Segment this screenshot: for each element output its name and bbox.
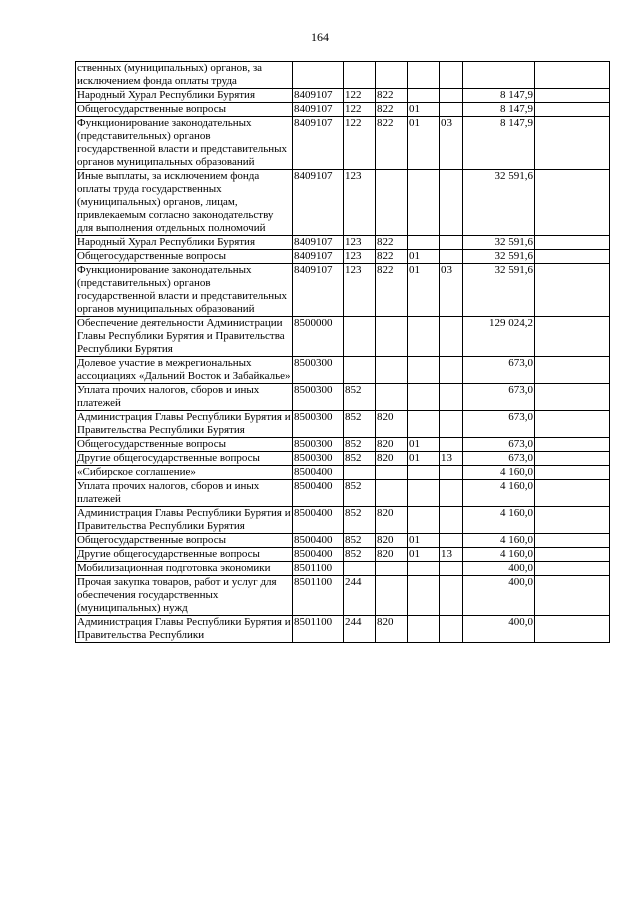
row-csr-cell: 8500400 (293, 466, 344, 480)
table-row (76, 250, 610, 264)
row-rz-cell (408, 89, 440, 103)
row-pr-cell (440, 480, 463, 507)
table-row (76, 317, 610, 357)
row-grbs-cell (376, 480, 408, 507)
row-pr-cell (440, 466, 463, 480)
row-grbs-cell (376, 170, 408, 236)
row-grbs-cell (376, 357, 408, 384)
row-sum-cell: 400,0 (463, 576, 535, 616)
row-sum-cell: 400,0 (463, 562, 535, 576)
row-sum-cell (463, 62, 535, 89)
row-rz-cell (408, 411, 440, 438)
row-name-cell: Функционирование законодательных (представительных) органов государственной власти и представительных органов муниципальных образований (76, 264, 293, 317)
row-csr-cell: 8500400 (293, 480, 344, 507)
row-sum-cell: 32 591,6 (463, 264, 535, 317)
row-csr-cell: 8501100 (293, 616, 344, 643)
row-csr-cell: 8501100 (293, 562, 344, 576)
row-sum-cell: 4 160,0 (463, 507, 535, 534)
row-empty-cell (535, 548, 610, 562)
row-vr-cell: 852 (344, 438, 376, 452)
row-rz-cell (408, 317, 440, 357)
row-name-cell: Мобилизационная подготовка экономики (76, 562, 293, 576)
row-pr-cell: 03 (440, 264, 463, 317)
row-name-cell: Общегосударственные вопросы (76, 103, 293, 117)
row-csr-cell: 8500300 (293, 452, 344, 466)
row-grbs-cell: 820 (376, 452, 408, 466)
row-grbs-cell: 822 (376, 89, 408, 103)
row-pr-cell (440, 438, 463, 452)
row-vr-cell: 852 (344, 534, 376, 548)
row-vr-cell: 852 (344, 480, 376, 507)
row-rz-cell: 01 (408, 250, 440, 264)
table-row (76, 466, 610, 480)
row-rz-cell (408, 170, 440, 236)
page-number: 164 (311, 30, 329, 44)
row-grbs-cell: 820 (376, 548, 408, 562)
row-name-cell: Администрация Главы Республики Бурятия и Правительства Республики Бурятия (77, 411, 291, 436)
row-csr-cell: 8409107 (293, 103, 344, 117)
table-row (76, 170, 610, 236)
row-grbs-cell: 822 (376, 236, 408, 250)
row-csr-cell: 8409107 (293, 89, 344, 103)
row-empty-cell (535, 317, 610, 357)
row-rz-cell: 01 (408, 452, 440, 466)
row-sum-cell: 673,0 (463, 357, 535, 384)
row-vr-cell (344, 466, 376, 480)
row-empty-cell (535, 507, 610, 534)
row-pr-cell (440, 507, 463, 534)
row-name-cell: Уплата прочих налогов, сборов и иных платежей (76, 480, 293, 507)
row-grbs-cell: 822 (376, 264, 408, 317)
row-empty-cell (535, 562, 610, 576)
row-grbs-cell (376, 562, 408, 576)
table-row (76, 103, 610, 117)
budget-table-body (76, 62, 610, 643)
row-empty-cell (535, 264, 610, 317)
row-name-cell: Иные выплаты, за исключением фонда оплаты труда государственных (муниципальных) органов, лицам, привлекаемым согласно законодательству для выполнения отдельных полномочий (76, 170, 293, 236)
row-empty-cell (535, 250, 610, 264)
row-grbs-cell: 822 (376, 250, 408, 264)
row-sum-cell: 8 147,9 (463, 103, 535, 117)
row-rz-cell: 01 (408, 438, 440, 452)
row-sum-cell: 673,0 (463, 411, 535, 438)
table-row (76, 62, 610, 89)
row-rz-cell (408, 507, 440, 534)
row-csr-cell: 8501100 (293, 576, 344, 616)
row-grbs-cell: 820 (376, 534, 408, 548)
row-rz-cell: 01 (408, 117, 440, 170)
row-rz-cell (408, 616, 440, 643)
table-row (76, 384, 610, 411)
row-empty-cell (535, 384, 610, 411)
row-rz-cell: 01 (408, 264, 440, 317)
row-vr-cell: 852 (344, 384, 376, 411)
table-row (76, 357, 610, 384)
row-vr-cell: 852 (344, 411, 376, 438)
row-grbs-cell: 822 (376, 117, 408, 170)
row-name-cell: Общегосударственные вопросы (76, 438, 293, 452)
row-rz-cell (408, 466, 440, 480)
row-rz-cell (408, 576, 440, 616)
row-name-cell: Другие общегосударственные вопросы (76, 452, 293, 466)
row-grbs-cell: 820 (376, 507, 408, 534)
row-pr-cell (440, 384, 463, 411)
row-sum-cell: 673,0 (463, 384, 535, 411)
table-row (76, 117, 610, 170)
row-pr-cell (440, 103, 463, 117)
table-row (76, 236, 610, 250)
row-name-cell: Другие общегосударственные вопросы (76, 548, 293, 562)
row-csr-cell: 8409107 (293, 236, 344, 250)
row-name-cell: Обеспечение деятельности Администрации Главы Республики Бурятия и Правительства Республики Бурятия (76, 317, 293, 357)
row-csr-cell: 8500000 (293, 317, 344, 357)
table-row (76, 507, 610, 534)
row-pr-cell: 13 (440, 548, 463, 562)
row-rz-cell (408, 480, 440, 507)
row-rz-cell (408, 357, 440, 384)
row-vr-cell: 852 (344, 452, 376, 466)
row-empty-cell (535, 62, 610, 89)
row-csr-cell: 8500400 (293, 548, 344, 562)
row-vr-cell: 123 (344, 170, 376, 236)
row-csr-cell: 8409107 (293, 250, 344, 264)
table-row (76, 89, 610, 103)
table-row (76, 534, 610, 548)
row-sum-cell: 32 591,6 (463, 170, 535, 236)
row-sum-cell: 4 160,0 (463, 466, 535, 480)
row-vr-cell: 123 (344, 264, 376, 317)
row-csr-cell: 8500300 (293, 384, 344, 411)
row-rz-cell: 01 (408, 548, 440, 562)
row-pr-cell (440, 411, 463, 438)
row-empty-cell (535, 616, 610, 643)
row-sum-cell: 4 160,0 (463, 534, 535, 548)
row-name-cell: Администрация Главы Республики Бурятия и Правительства Республики (77, 616, 291, 641)
row-csr-cell: 8409107 (293, 264, 344, 317)
row-sum-cell: 32 591,6 (463, 236, 535, 250)
row-name-cell: Администрация Главы Республики Бурятия и Правительства Республики Бурятия (77, 507, 291, 532)
budget-table (75, 61, 610, 643)
row-rz-cell (408, 384, 440, 411)
row-grbs-cell: 820 (376, 616, 408, 643)
row-sum-cell: 8 147,9 (463, 117, 535, 170)
row-name-cell: Прочая закупка товаров, работ и услуг для обеспечения государственных (муниципальных) нужд (76, 576, 293, 616)
row-empty-cell (535, 466, 610, 480)
table-row (76, 264, 610, 317)
row-grbs-cell (376, 466, 408, 480)
row-vr-cell: 122 (344, 89, 376, 103)
row-vr-cell (344, 562, 376, 576)
row-pr-cell (440, 170, 463, 236)
row-name-cell: Функционирование законодательных (представительных) органов государственной власти и представительных органов муниципальных образований (76, 117, 293, 170)
row-pr-cell (440, 534, 463, 548)
row-name-cell: Народный Хурал Республики Бурятия (76, 89, 293, 103)
row-sum-cell: 673,0 (463, 452, 535, 466)
row-csr-cell: 8500400 (293, 534, 344, 548)
row-empty-cell (535, 103, 610, 117)
row-pr-cell (440, 236, 463, 250)
table-row (76, 411, 610, 438)
row-sum-cell: 129 024,2 (463, 317, 535, 357)
row-empty-cell (535, 170, 610, 236)
table-row (76, 480, 610, 507)
table-row (76, 548, 610, 562)
row-grbs-cell (376, 576, 408, 616)
row-empty-cell (535, 411, 610, 438)
row-rz-cell (408, 236, 440, 250)
row-csr-cell (293, 62, 344, 89)
row-pr-cell (440, 62, 463, 89)
row-vr-cell: 122 (344, 103, 376, 117)
row-csr-cell: 8500300 (293, 411, 344, 438)
table-row (76, 562, 610, 576)
row-vr-cell: 852 (344, 507, 376, 534)
row-pr-cell: 03 (440, 117, 463, 170)
row-empty-cell (535, 576, 610, 616)
row-grbs-cell (376, 384, 408, 411)
row-pr-cell (440, 562, 463, 576)
row-pr-cell (440, 576, 463, 616)
row-pr-cell (440, 89, 463, 103)
row-csr-cell: 8409107 (293, 117, 344, 170)
row-empty-cell (535, 117, 610, 170)
row-name-cell: Общегосударственные вопросы (76, 250, 293, 264)
row-vr-cell: 123 (344, 250, 376, 264)
table-row (76, 576, 610, 616)
row-sum-cell: 4 160,0 (463, 548, 535, 562)
row-vr-cell (344, 317, 376, 357)
row-name-cell: Народный Хурал Республики Бурятия (76, 236, 293, 250)
row-vr-cell: 123 (344, 236, 376, 250)
row-name-cell: Уплата прочих налогов, сборов и иных платежей (76, 384, 293, 411)
row-pr-cell: 13 (440, 452, 463, 466)
row-sum-cell: 4 160,0 (463, 480, 535, 507)
row-grbs-cell (376, 317, 408, 357)
row-rz-cell: 01 (408, 534, 440, 548)
row-empty-cell (535, 89, 610, 103)
row-rz-cell: 01 (408, 103, 440, 117)
row-pr-cell (440, 616, 463, 643)
row-name-cell: ственных (муниципальных) органов, за исключением фонда оплаты труда (76, 62, 293, 89)
table-row (76, 438, 610, 452)
row-vr-cell: 852 (344, 548, 376, 562)
row-vr-cell: 244 (344, 616, 376, 643)
row-csr-cell: 8500300 (293, 357, 344, 384)
row-name-cell: Общегосударственные вопросы (76, 534, 293, 548)
row-csr-cell: 8500300 (293, 438, 344, 452)
row-grbs-cell: 820 (376, 411, 408, 438)
row-pr-cell (440, 357, 463, 384)
row-empty-cell (535, 236, 610, 250)
row-csr-cell: 8500400 (293, 507, 344, 534)
row-sum-cell: 400,0 (463, 616, 535, 643)
table-row (76, 452, 610, 466)
row-sum-cell: 32 591,6 (463, 250, 535, 264)
row-rz-cell (408, 62, 440, 89)
row-name-cell: Долевое участие в межрегиональных ассоциациях «Дальний Восток и Забайкалье» (76, 357, 293, 384)
row-vr-cell: 122 (344, 117, 376, 170)
row-grbs-cell (376, 62, 408, 89)
row-vr-cell (344, 357, 376, 384)
row-rz-cell (408, 562, 440, 576)
row-sum-cell: 673,0 (463, 438, 535, 452)
row-name-cell: «Сибирское соглашение» (76, 466, 293, 480)
table-row (76, 616, 610, 643)
row-empty-cell (535, 534, 610, 548)
row-empty-cell (535, 357, 610, 384)
row-empty-cell (535, 452, 610, 466)
row-sum-cell: 8 147,9 (463, 89, 535, 103)
row-vr-cell: 244 (344, 576, 376, 616)
row-empty-cell (535, 480, 610, 507)
row-pr-cell (440, 250, 463, 264)
row-empty-cell (535, 438, 610, 452)
row-csr-cell: 8409107 (293, 170, 344, 236)
row-grbs-cell: 822 (376, 103, 408, 117)
row-grbs-cell: 820 (376, 438, 408, 452)
row-vr-cell (344, 62, 376, 89)
row-pr-cell (440, 317, 463, 357)
